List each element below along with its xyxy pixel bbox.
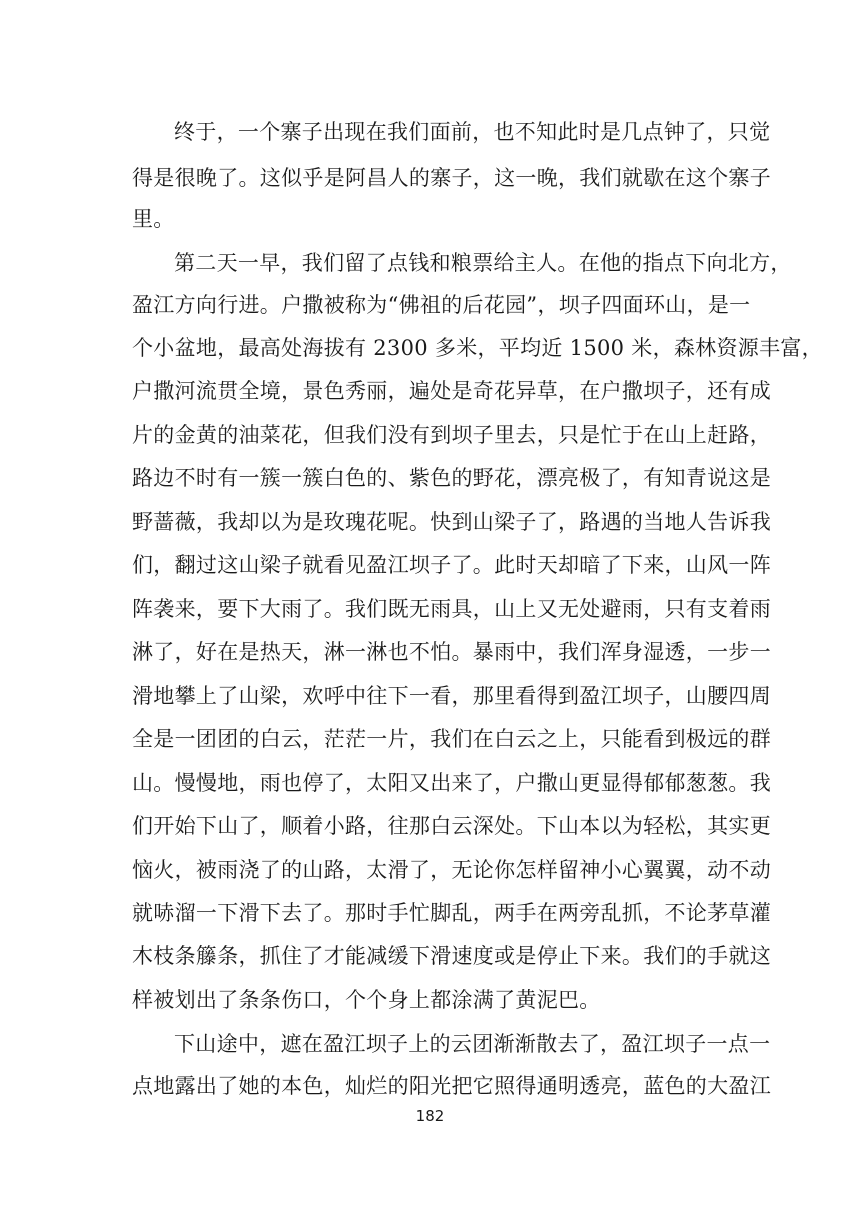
- paragraph-line: 得是很晚了。这似乎是阿昌人的寨子，这一晚，我们就歇在这个寨子: [132, 166, 771, 190]
- paragraph-line: 们开始下山了，顺着小路，往那白云深处。下山本以为轻松，其实更: [132, 814, 771, 838]
- paragraph-line: 全是一团团的白云，茫茫一片，我们在白云之上，只能看到极远的群: [132, 727, 771, 751]
- paragraph-line: 下山途中，遮在盈江坝子上的云团渐渐散去了，盈江坝子一点一: [174, 1032, 771, 1056]
- paragraph-line: 路边不时有一簇一簇白色的、紫色的野花，漂亮极了，有知青说这是: [132, 466, 771, 490]
- paragraph-line: 点地露出了她的本色，灿烂的阳光把它照得通明透亮，蓝色的大盈江: [132, 1074, 771, 1098]
- paragraph-line: 木枝条籐条，抓住了才能减缓下滑速度或是停止下来。我们的手就这: [132, 944, 771, 968]
- paragraph-line: 滑地攀上了山梁，欢呼中往下一看，那里看得到盈江坝子，山腰四周: [132, 684, 771, 708]
- paragraph-line: 野蔷薇，我却以为是玫瑰花呢。快到山梁子了，路遇的当地人告诉我: [132, 510, 771, 534]
- page-number: 182: [415, 1107, 445, 1125]
- paragraph-line: 淋了，好在是热天，淋一淋也不怕。暴雨中，我们浑身湿透，一步一: [132, 640, 771, 664]
- paragraph-line: 里。: [132, 207, 175, 231]
- paragraph-line: 片的金黄的油菜花，但我们没有到坝子里去，只是忙于在山上赶路，: [132, 423, 771, 447]
- paragraph-line: 盈江方向行进。户撒被称为“佛祖的后花园”，坝子四面环山，是一: [132, 293, 751, 317]
- paragraph-line: 样被划出了条条伤口，个个身上都涂满了黄泥巴。: [132, 988, 601, 1012]
- paragraph-line: 第二天一早，我们留了点钱和粮票给主人。在他的指点下向北方，: [174, 251, 792, 275]
- paragraph-line: 就哧溜一下滑下去了。那时手忙脚乱，两手在两旁乱抓，不论茅草灌: [132, 901, 771, 925]
- paragraph-line: 户撒河流贯全境，景色秀丽，遍处是奇花异草，在户撒坝子，还有成: [132, 379, 771, 403]
- paragraph-line: 阵袭来，要下大雨了。我们既无雨具，山上又无处避雨，只有支着雨: [132, 597, 771, 621]
- paragraph-line: 们，翻过这山梁子就看见盈江坝子了。此时天却暗了下来，山风一阵: [132, 553, 771, 577]
- paragraph-line: 个小盆地，最高处海拔有 2300 多米，平均近 1500 米，森林资源丰富，: [132, 336, 823, 360]
- paragraph-line: 恼火，被雨浇了的山路，太滑了，无论你怎样留神小心翼翼，动不动: [132, 858, 771, 882]
- paragraph-line: 终于，一个寨子出现在我们面前，也不知此时是几点钟了，只觉: [174, 120, 771, 144]
- paragraph-line: 山。慢慢地，雨也停了，太阳又出来了，户撒山更显得郁郁葱葱。我: [132, 771, 771, 795]
